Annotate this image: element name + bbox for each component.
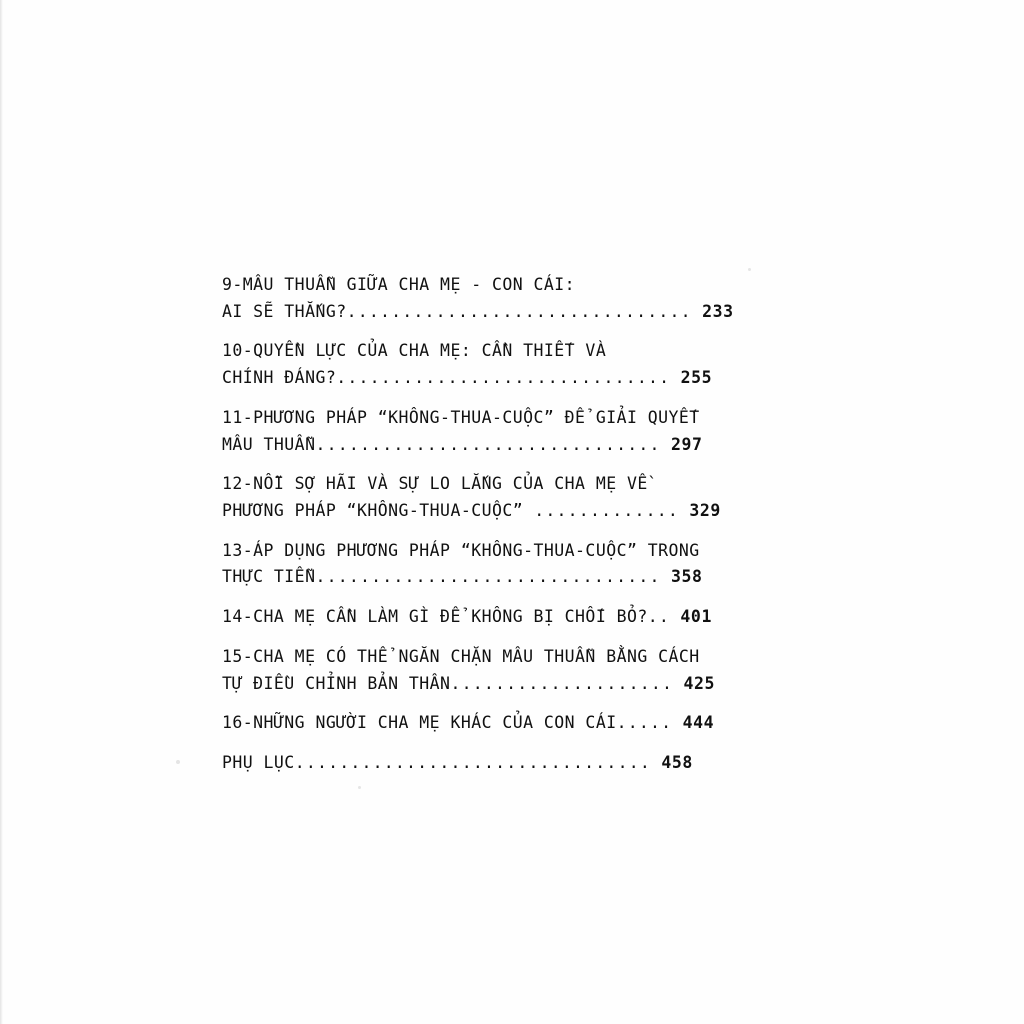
toc-spacer xyxy=(670,607,680,626)
toc-page-number: 458 xyxy=(661,753,693,773)
toc-entry-line xyxy=(222,299,822,326)
toc-dot-leader: .................... xyxy=(450,673,674,693)
toc-entry-line xyxy=(222,498,822,525)
toc-spacer xyxy=(692,302,702,321)
toc-page-number: 358 xyxy=(670,567,703,587)
toc-entry[interactable] xyxy=(222,272,822,325)
toc-spacer xyxy=(661,435,671,454)
toc-dot-leader: ................................ xyxy=(294,753,651,773)
toc-page-number: 297 xyxy=(670,434,703,454)
toc-entry[interactable] xyxy=(222,538,822,591)
toc-entry-title: TỰ ĐIỀU CHỈNH BẢN THÂN xyxy=(222,673,451,693)
toc-entry-title: 14-CHA MẸ CẦN LÀM GÌ ĐỂ KHÔNG BỊ CHỐI BỎ? xyxy=(222,607,648,627)
page-edge-shadow xyxy=(0,0,3,1024)
toc-entry[interactable] xyxy=(222,338,822,391)
toc-entry-title: 11-PHƯƠNG PHÁP “KHÔNG-THUA-CUỘC” ĐỂ GIẢI QUYẾT xyxy=(222,407,700,427)
toc-page-number: 329 xyxy=(689,501,721,521)
toc-entry-line xyxy=(222,750,822,777)
toc-entry[interactable] xyxy=(222,750,822,777)
toc-entry-title: PHƯƠNG PHÁP “KHÔNG-THUA-CUỘC” xyxy=(222,501,524,521)
toc-dot-leader: ............................... xyxy=(315,434,661,454)
toc-spacer xyxy=(651,753,661,772)
toc-spacer xyxy=(672,713,682,732)
toc-spacer xyxy=(670,368,680,387)
toc-page-number: 425 xyxy=(683,673,716,693)
toc-dot-leader: ............. xyxy=(523,501,680,521)
toc-entry-title: MÂU THUẪN xyxy=(222,434,316,454)
toc-entry-line xyxy=(222,365,822,392)
toc-dot-leader: ............................... xyxy=(346,301,692,321)
toc-entry-title: 9-MÂU THUẪN GIỮA CHA MẸ - CON CÁI: xyxy=(222,275,576,294)
toc-entry[interactable] xyxy=(222,405,822,458)
toc-entry-line xyxy=(222,710,822,737)
paper-speck xyxy=(748,268,751,271)
toc-dot-leader: ..... xyxy=(616,713,673,733)
toc-entry-title: 16-NHỮNG NGƯỜI CHA MẸ KHÁC CỦA CON CÁI xyxy=(222,713,617,733)
toc-entry[interactable] xyxy=(222,604,822,631)
toc-entry-title: AI SẼ THẮNG? xyxy=(222,301,347,321)
toc-entry-line xyxy=(222,644,822,671)
paper-speck xyxy=(176,760,180,764)
toc-spacer xyxy=(673,674,683,693)
toc-entry-title: 13-ÁP DỤNG PHƯƠNG PHÁP “KHÔNG-THUA-CUỘC” TRONG xyxy=(222,540,700,560)
toc-dot-leader: ............................... xyxy=(315,567,661,587)
toc-entry-title: CHÍNH ĐÁNG? xyxy=(222,368,337,388)
toc-spacer xyxy=(661,567,671,586)
table-of-contents xyxy=(222,272,822,790)
toc-entry-line xyxy=(222,538,822,565)
toc-entry-line xyxy=(222,471,822,498)
toc-entry-title: PHỤ LỤC xyxy=(222,753,295,773)
toc-entry-line xyxy=(222,671,822,698)
toc-entry-title: 12-NỖI SỢ HÃI VÀ SỰ LO LẮNG CỦA CHA MẸ VỀ xyxy=(222,474,648,494)
toc-entry-title: 10-QUYỀN LỰC CỦA CHA MẸ: CẦN THIẾT VÀ xyxy=(222,341,607,361)
toc-entry-line xyxy=(222,405,822,432)
toc-entry[interactable] xyxy=(222,471,822,524)
toc-page-number: 401 xyxy=(680,607,712,627)
toc-page-number: 233 xyxy=(702,301,734,321)
toc-entry-line xyxy=(222,432,822,459)
toc-entry-line xyxy=(222,338,822,365)
toc-page-number: 255 xyxy=(680,368,713,388)
toc-entry-line xyxy=(222,564,822,591)
toc-entry-title: THỰC TIỄN xyxy=(222,567,316,587)
toc-entry[interactable] xyxy=(222,710,822,737)
toc-page-number: 444 xyxy=(682,713,715,733)
toc-dot-leader: .. xyxy=(647,607,671,627)
toc-dot-leader: .............................. xyxy=(336,368,671,388)
toc-entry-line xyxy=(222,272,822,299)
toc-spacer xyxy=(679,501,689,520)
toc-entry[interactable] xyxy=(222,644,822,697)
toc-entry-line xyxy=(222,604,822,631)
toc-entry-title: 15-CHA MẸ CÓ THỂ NGĂN CHẶN MÂU THUẪN BẰNG CÁCH xyxy=(222,646,700,666)
